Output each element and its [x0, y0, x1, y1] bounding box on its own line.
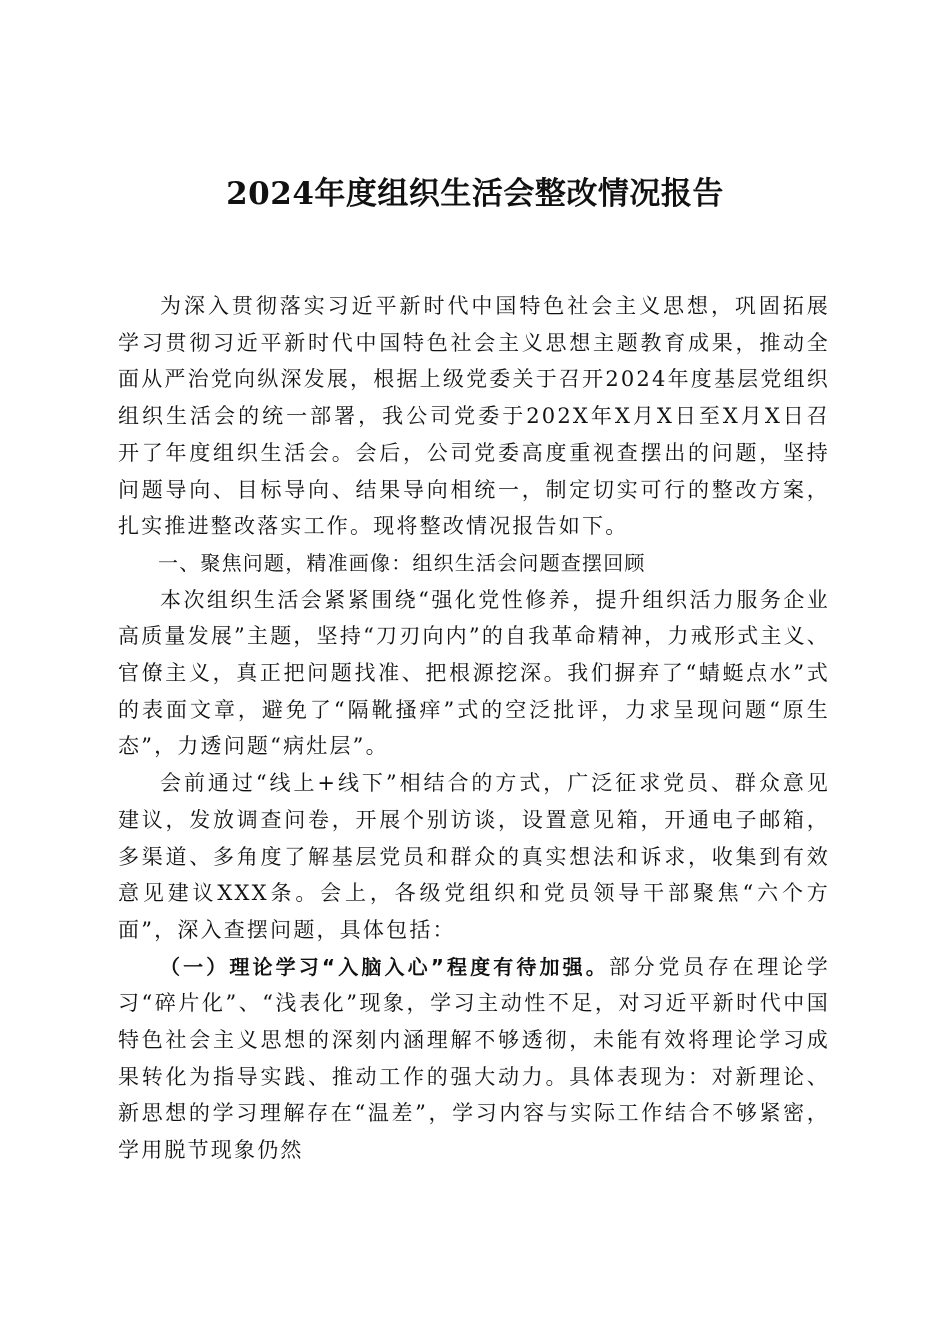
- item-1-text: 部分党员存在理论学习“碎片化”、“浅表化”现象，学习主动性不足，对习近平新时代中国特色社会主义思想的深刻内涵理解不够透彻，未能有效将理论学习成果转化为指导实践、推动工作的强大动力。具体表现为：对新理论、新思想的学习理解存在“温差”，学习内容与实际工作结合不够紧密，学用脱节现象仍然: [118, 954, 830, 1163]
- section-1-paragraph-1: 本次组织生活会紧紧围绕“强化党性修养，提升组织活力服务企业高质量发展”主题，坚持“刀刃向内”的自我革命精神，力戒形式主义、官僚主义，真正把问题找准、把根源挖深。我们摒弃了“蜻蜓点水”式的表面文章，避免了“隔靴搔痒”式的空泛批评，力求呈现问题“原生态”，力透问题“病灶层”。: [118, 587, 830, 759]
- intro-paragraph: 为深入贯彻落实习近平新时代中国特色社会主义思想，巩固拓展学习贯彻习近平新时代中国特色社会主义思想主题教育成果，推动全面从严治党向纵深发展，根据上级党委关于召开2024年度基层党组织组织生活会的统一部署，我公司党委于202X年X月X日至X月X日召开了年度组织生活会。会后，公司党委高度重视查摆出的问题，坚持问题导向、目标导向、结果导向相统一，制定切实可行的整改方案，扎实推进整改落实工作。现将整改情况报告如下。: [118, 294, 830, 539]
- section-1-paragraph-2: 会前通过“线上+线下”相结合的方式，广泛征求党员、群众意见建议，发放调查问卷，开展个别访谈，设置意见箱，开通电子邮箱，多渠道、多角度了解基层党员和群众的真实想法和诉求，收集到有效意见建议XXX条。会上，各级党组织和党员领导干部聚焦“六个方面”，深入查摆问题，具体包括：: [118, 771, 830, 942]
- section-1-heading: 一、聚焦问题，精准画像：组织生活会问题查摆回顾: [158, 550, 646, 575]
- document-title: 2024年度组织生活会整改情况报告: [226, 176, 724, 212]
- item-1-heading: （一）理论学习“入脑入心”程度有待加强。: [160, 954, 609, 979]
- section-1-item-1: [118, 949, 830, 1169]
- document-body: [118, 288, 830, 1169]
